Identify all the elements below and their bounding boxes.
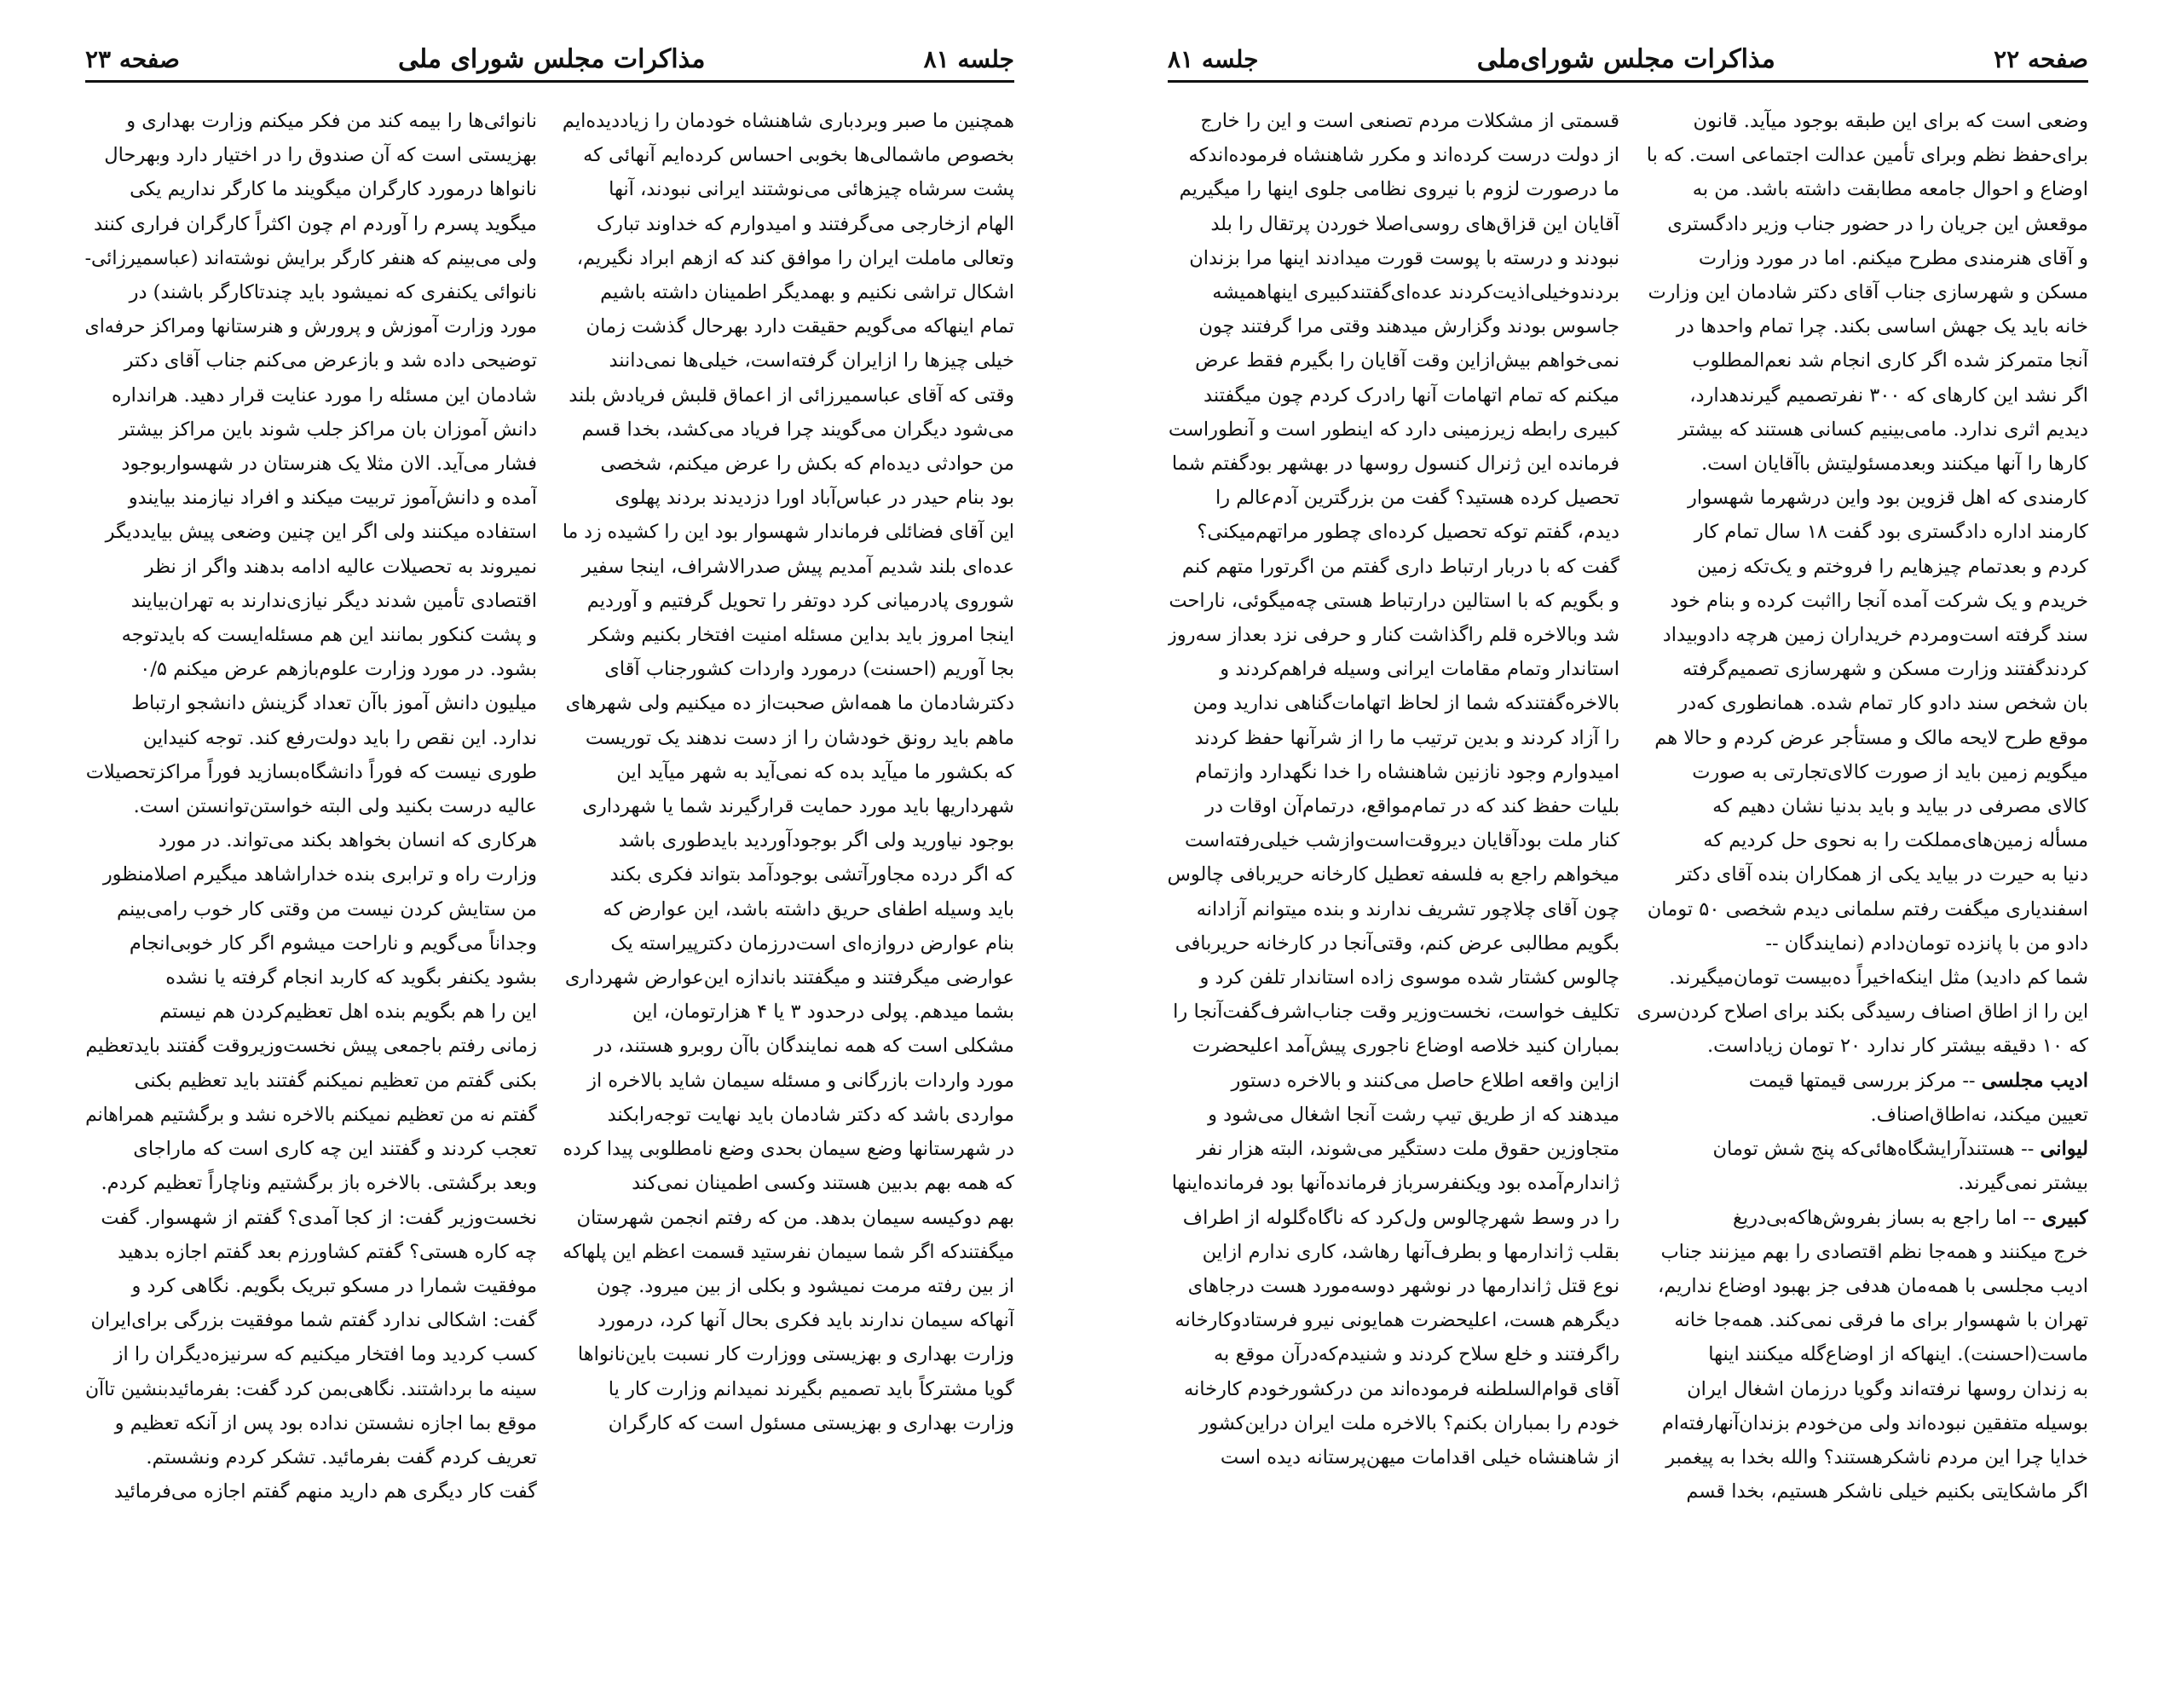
text-line: بهم دوکیسه سیمان بدهد. من که رفتم انجمن شهرستان — [576, 1206, 1014, 1229]
text-line: مورد وزارت آموزش و پرورش و هنرستانها ومراکز حرفه‌ای — [85, 315, 537, 338]
text-line: شد وبالاخره قلم راگذاشت کنار و حرفی نزد بعداز سه‌روز — [1168, 624, 1619, 647]
text-line: بیشتر نمی‌گیرند. — [1958, 1172, 2088, 1195]
text-line: بکنی گفتم من تعظیم نمیکنم گفتند باید تعظیم بکنی — [134, 1069, 537, 1092]
page-header — [85, 38, 1014, 83]
text-line: وزارت راه و ترابری بنده خداراشاهد میگیرم اصلامنظور — [102, 863, 537, 886]
text-line: وبعد برگشتی. بالاخره باز برگشتیم وناچاراً تعظیم کردم. — [101, 1172, 537, 1195]
text-line: من ستایش کردن نیست من وقتی کار خوب رامی‌بینم — [117, 897, 537, 920]
text-line: ادیب مجلسی -- مرکز بررسی قیمتها قیمت — [1748, 1069, 2088, 1092]
text-line: وزارت بهداری و بهزیستی مسئول است که کارگران — [608, 1411, 1014, 1434]
text-line: اشکال تراشی نکنیم و بهمدیگر اطمینان داشته باشیم — [600, 281, 1014, 304]
text-line: بهزیستی است که آن صندوق را در اختیار دارد وبهرحال — [104, 144, 537, 167]
text-line: که همه بهم بدبین هستند وکسی اطمینان نمی‌کند — [632, 1172, 1014, 1195]
page-number: صفحه ۲۲ — [1994, 44, 2088, 73]
text-line: کالای مصرفی در بیاید و باید بدنیا نشان دهیم که — [1712, 795, 2088, 818]
text-line: ما درصورت لزوم با نیروی نظامی جلوی اینها را میگیریم — [1179, 178, 1619, 201]
text-line: آنهاکه سیمان ندارند باید فکری بحال آنها کرد، درمورد — [597, 1309, 1014, 1332]
text-line: کردندگفتند وزارت مسکن و شهرسازی تصمیم‌گرفته — [1682, 658, 2088, 681]
text-line: خریدم و یک شرکت آمده آنجا رااثبت کرده و بنام خود — [1670, 589, 2088, 612]
text-line: نوع قتل ژاندارمها در نوشهر دوسه‌مورد هست درجاهای — [1187, 1274, 1619, 1297]
text-line: مسأله زمین‌های‌مملکت را به نحوی حل کردیم که — [1703, 829, 2088, 852]
text-line: میدهند که از طریق تیپ رشت آنجا اشغال می‌شود و — [1208, 1103, 1619, 1126]
text-line: میگوید پسرم را آوردم ام چون اکثراً کارگران فراری کنند — [93, 212, 537, 235]
text-line: راگرفتند و خلع سلاح کردند و شنیدم‌که‌درآن موقع به — [1213, 1343, 1619, 1366]
text-line: نانواها درمورد کارگران میگویند ما کارگر نداریم یکی — [130, 178, 537, 201]
text-line: بشود یکنفر بگوید که کاربد انجام گرفته یا نشده — [165, 967, 537, 990]
text-line: تمام اینهاکه می‌گویم حقیقت دارد بهرحال گذشت زمان — [586, 315, 1014, 338]
text-line: خدایا چرا این مردم ناشکرهستند؟ والله بخدا به پیغمبر — [1665, 1445, 2088, 1469]
text-line: نخست‌وزیر گفت: از کجا آمدی؟ گفتم از شهسوار. گفت — [101, 1206, 537, 1229]
text-line: همچنین ما صبر وبردباری شاهنشاه خودمان را زیاددیده‌ایم — [563, 110, 1014, 132]
session-label: جلسه ۸۱ — [1168, 44, 1259, 73]
speaker-name: ادیب مجلسی — [1981, 1069, 2088, 1092]
text-line: را در وسط شهرچالوس ول‌کرد که ناگاه‌گلوله از اطراف — [1182, 1206, 1619, 1229]
text-line: دکترشادمان ما همه‌اش صحبت‌از ده میکنیم ولی شهرهای — [565, 692, 1014, 715]
text-line: شهرداریها باید مورد حمایت قرارگیرند شما یا شهرداری — [582, 795, 1014, 818]
text-line: ندارد. این نقص را باید دولت‌رفع کند. توجه کنیداین — [142, 726, 537, 749]
text-line: شما کم دادید) مثل اینکه‌اخیراً ده‌بیست تومان‌میگیرند. — [1669, 967, 2088, 990]
text-line: قسمتی از مشکلات مردم تصنعی است و این را خارج — [1200, 110, 1619, 132]
text-line: آنجا متمرکز شده اگر کاری انجام شد نعم‌المطلوب — [1692, 349, 2088, 372]
text-line: اسفندیاری میگفت رفتم سلمانی دیدم شخصی ۵۰ تومان — [1647, 897, 2088, 920]
text-line: موفقیت شمارا در مسکو تبریک بگویم. نگاهی کرد و — [131, 1274, 537, 1297]
text-line: آقایان این قزاق‌های روسی‌اصلا خوردن پرتقال را بلد — [1210, 212, 1619, 235]
text-line: کردم و بعدتمام چیزهایم را فروختم و یک‌تکه زمین — [1697, 555, 2088, 578]
text-column-right — [1636, 104, 2088, 1621]
text-line: میخواهم راجع به فلسفه تعطیل کارخانه حریربافی چالوس — [1168, 863, 1619, 886]
text-line: فرمانده این ژنرال کنسول روسها در بهشهر بودگفتم شما — [1171, 453, 1619, 476]
page-23 — [0, 0, 1048, 1708]
text-line: و بگویم که با استالین درارتباط هستی چه‌میگوئی، ناراحت — [1169, 589, 1619, 612]
running-title: مذاکرات مجلس شورای ملی — [398, 43, 706, 74]
text-line: این را از اطاق اصناف رسیدگی بکند برای اصلاح کردن‌سری — [1636, 1001, 2088, 1024]
text-line: وتعالی ماملت ایران را موافق کند که ازهم ابراد نگیریم، — [576, 246, 1014, 269]
text-line: از دولت درست کرده‌اند و مکرر شاهنشاه فرموده‌اندکه — [1188, 144, 1619, 167]
text-line: امیدوارم وجود نازنین شاهنشاه را خدا نگهدارد وازتمام — [1195, 760, 1619, 783]
text-line: ماست(احسنت). اینهاکه از اوضاع‌گله میکنند اینها — [1708, 1343, 2088, 1366]
text-line: کسب کردید وما افتخار میکنیم که سرنیزه‌دیگران را از — [113, 1343, 537, 1366]
text-line: مورد واردات بازرگانی و مسئله سیمان شاید بالاخره از — [587, 1069, 1014, 1092]
text-column-left — [1168, 104, 1619, 1621]
text-line: شادمان این مسئله را مورد عنایت قرار دهید. هرانداره — [112, 384, 537, 407]
text-line: الهام ازخارجی می‌گرفتند و امیدوارم که خداوند تبارک — [596, 212, 1014, 235]
text-line: وقتی که آقای عباسمیرزائی از اعماق قلبش فریادش بلند — [569, 384, 1014, 407]
text-line: عوارضی میگرفتند و میگفتند باندازه این‌عوارض شهرداری — [564, 967, 1014, 990]
text-line: که اگر درده مجاورآتشی بوجودآمد بتواند فکری بکند — [609, 863, 1014, 886]
text-line: وجداناً می‌گویم و ناراحت میشوم اگر کار خوبی‌انجام — [129, 932, 537, 955]
text-line: بردندوخیلی‌اذیت‌کردند عده‌ای‌گفتندکبیری اینهاهمیشه — [1212, 281, 1619, 304]
text-line: تعریف کردم گفت بفرمائید. تشکر کردم ونشستم. — [146, 1445, 537, 1469]
text-line: نمیروند به تحصیلات عالیه ادامه بدهند واگر از نظر — [144, 555, 537, 578]
text-line: بگویم مطالبی عرض کنم، وقتی‌آنجا در کارخانه حریربافی — [1175, 932, 1619, 955]
text-line: بود بنام حیدر در عباس‌آباد اورا دزدیدند بردند پهلوی — [615, 487, 1014, 510]
text-line: بشود. در مورد وزارت علوم‌بازهم عرض میکنم ۰/۵ — [140, 658, 537, 681]
speaker-name: لیوانی — [2040, 1138, 2088, 1161]
text-line: استاندار وتمام مقامات ایرانی وسیله فراهم‌کردند و — [1220, 658, 1619, 681]
text-line: بنام عوارض دروازه‌ای است‌درزمان دکترپیراسته یک — [610, 932, 1014, 955]
text-line: پشت سرشاه چیزهائی می‌نوشتند ایرانی نبودند، آنها — [609, 178, 1014, 201]
text-line: آمده و دانش‌آموز تربیت میکند و افراد نیازمند بیایندو — [128, 487, 537, 510]
text-line: خرج میکنند و همه‌جا نظم اقتصادی را بهم میزنند جناب — [1660, 1240, 2088, 1263]
text-line: این را هم بگویم بنده اهل تعظیم‌کردن هم نیستم — [159, 1001, 537, 1024]
text-line: می‌شود دیگران می‌گویند چرا فریاد می‌کشد، بخدا قسم — [581, 418, 1014, 441]
text-line: موقع بما اجازه نشستن نداده بود پس از آنکه تعظیم و — [114, 1411, 537, 1434]
text-line: خانه باید یک جهش اساسی بکند. چرا تمام واحدها در — [1676, 315, 2088, 338]
text-line: ولی می‌بینم که هنفر کارگر برایش نوشته‌اند (عباسمیرزائی- — [85, 246, 537, 269]
text-line: گفتم نه من تعظیم نمیکنم بالاخره نشد و برگشتیم همراهانم — [85, 1103, 537, 1126]
text-line: کارمندی که اهل قزوین بود واین درشهرما شهسوار — [1688, 487, 2088, 510]
text-line: مسکن و شهرسازی جناب آقای دکتر شادمان این وزارت — [1648, 281, 2088, 304]
text-line: گفت که با دربار ارتباط داری گفتم من اگرتورا متهم کنم — [1181, 555, 1619, 578]
text-line: آقای قوام‌السلطنه فرموده‌اند من درکشورخودم کارخانه — [1183, 1377, 1619, 1400]
text-line: توضیحی داده شد و بازعرض می‌کنم جناب آقای دکتر — [124, 349, 537, 372]
text-line: بقلب ژاندارمها و بطرف‌آنها رهاشد، کاری ندارم ازاین — [1202, 1240, 1619, 1263]
text-line: به زندان روسها نرفته‌اند وگویا درزمان اشغال ایران — [1687, 1377, 2088, 1400]
text-line: میگویم زمین باید از صورت کالای‌تجارتی به صورت — [1692, 760, 2088, 783]
text-line: را آزاد کردند و بدین ترتیب ما را از شرآنها حفظ کردند — [1194, 726, 1619, 749]
text-line: کبیری -- اما راجع به بساز بفروش‌هاکه‌بی‌دریغ — [1732, 1206, 2088, 1229]
text-line: بجا آوریم (احسنت) درمورد واردات کشورجناب آقای — [604, 658, 1014, 681]
session-label: جلسه ۸۱ — [923, 44, 1014, 73]
text-line: تکلیف خواست، نخست‌وزیر وقت جناب‌اشرف‌گفت‌آنجا را — [1173, 1001, 1619, 1024]
text-line: استفاده میکنند ولی اگر این چنین وضعی پیش بیایددیگر — [105, 521, 537, 544]
text-line: نمی‌خواهم بیش‌ازاین وقت آقایان را بگیرم فقط عرض — [1195, 349, 1619, 372]
text-line: میلیون دانش آموز باآن تعداد گزینش دانشجو ارتباط — [131, 692, 537, 715]
page-number: صفحه ۲۳ — [85, 44, 180, 73]
text-line: سند گرفته است‌ومردم خریداران زمین هرچه دادوبیداد — [1662, 624, 2088, 647]
text-line: جاسوس بودند وگزارش میدهند وقتی مرا گرفتند چون — [1198, 315, 1619, 338]
text-line: بان شخص سند دادو کار تمام شده. همانطوری که‌در — [1678, 692, 2088, 715]
text-line: دیدیم اثری ندارد. مامی‌بینیم کسانی هستند که بیشتر — [1678, 418, 2088, 441]
page-header — [1168, 38, 2088, 83]
text-line: مواردی باشد که دکتر شادمان باید نهایت توجه‌رابکند — [607, 1103, 1014, 1126]
text-column-left — [85, 104, 537, 1621]
text-line: بمباران کنید خلاصه اوضاع ناجوری پیش‌آمد اعلیحضرت — [1192, 1035, 1619, 1058]
text-line: باید وسیله اطفای حریق داشته باشد، این عوارض که — [603, 897, 1014, 920]
text-line: وزارت بهداری و بهزیستی ووزارت کار نسبت باین‌نانواها — [577, 1343, 1014, 1366]
text-line: زمانی رفتم باجمعی پیش نخست‌وزیروقت گفتند بایدتعظیم — [85, 1035, 537, 1058]
text-line: ازاین واقعه اطلاع حاصل می‌کنند و بالاخره دستور — [1231, 1069, 1619, 1092]
text-line: چون آقای چلاچور تشریف ندارند و بنده میتوانم آزادانه — [1196, 897, 1619, 920]
text-line: گویا مشترکاً باید تصمیم بگیرند نمیدانم وزارت کار یا — [608, 1377, 1014, 1400]
text-line: لیوانی -- هستند‌آرایشگاه‌هائی‌که پنج شش تومان — [1712, 1138, 2088, 1161]
text-line: موقع طرح لایحه مالک و مستأجر عرض کردم و حالا هم — [1654, 726, 2088, 749]
page-22 — [1134, 0, 2182, 1708]
text-line: عالیه درست بکنید ولی البته خواستن‌توانستن است. — [133, 795, 537, 818]
text-line: ژاندارم‌آمده بود ویکنفرسرباز فرمانده‌آنها بود فرمانده‌اینها — [1171, 1172, 1619, 1195]
text-line: سینه ما برداشتند. نگاهی‌بمن کرد گفت: بفرمائیدبنشین تاآن — [85, 1377, 537, 1400]
text-line: بالاخره‌گفتندکه شما از لحاظ اتهامات‌گناهی ندارید ومن — [1192, 692, 1619, 715]
text-line: تهران با شهسوار برای ما فرقی نمی‌کند. همه‌جا خانه — [1674, 1309, 2088, 1332]
text-line: دیگرهم هست، اعلیحضرت همایونی نیرو فرستادوکارخانه — [1175, 1309, 1619, 1332]
text-line: از شاهنشاه خیلی اقدامات میهن‌پرستانه دیده است — [1220, 1445, 1619, 1469]
text-line: اوضاع و احوال جامعه مطابقت داشته باشد. من به — [1692, 178, 2088, 201]
text-column-right — [563, 104, 1014, 1621]
text-line: نانوائی‌ها را بیمه کند من فکر میکنم وزارت بهداری و — [126, 110, 537, 132]
text-line: بوجود نیاورید ولی اگر بوجودآوردید بایدطوری باشد — [618, 829, 1014, 852]
text-line: وضعی است که برای این طبقه بوجود میآید. قانون — [1693, 110, 2088, 132]
text-line: بشما میدهم. پولی درحدود ۳ یا ۴ هزارتومان، این — [632, 1001, 1014, 1024]
text-line: اگر نشد این کارهای که ۳۰۰ نفرتصمیم گیرندهدارد، — [1689, 384, 2088, 407]
text-line: گفت کار دیگری هم دارید منهم گفتم اجازه می‌فرمائید — [113, 1480, 537, 1503]
text-line: تعیین میکند، نه‌اطاق‌اصناف. — [1870, 1103, 2088, 1126]
text-line: دادو من با پانزده تومان‌دادم (نمایندگان -- — [1765, 932, 2088, 955]
speaker-name: کبیری — [2041, 1206, 2088, 1229]
text-line: و پشت کنکور بمانند این هم مسئله‌ایست که بایدتوجه — [121, 624, 537, 647]
text-line: برای‌حفظ نظم وبرای تأمین عدالت اجتماعی است. که با — [1646, 144, 2088, 167]
text-line: خودم را بمباران بکنم؟ بالاخره ملت ایران دراین‌کشور — [1199, 1411, 1619, 1434]
text-line: خیلی چیزها را ازایران گرفته‌است، خیلی‌ها نمی‌دانند — [609, 349, 1014, 372]
text-line: اقتصادی تأمین شدند دیگر نیازی‌ندارند به تهران‌بیایند — [130, 589, 537, 612]
text-line: شوروی پادرمیانی کرد دوتفر را تحویل گرفتیم و آوردیم — [586, 589, 1014, 612]
text-line: ادیب مجلسی با همه‌مان هدفی جز بهبود اوضاع نداریم، — [1658, 1274, 2088, 1297]
text-line: دانش آموزان بان مراکز جلب شوند باین مراکز بیشتر — [118, 418, 537, 441]
text-line: میکنم که تمام اتهامات آنها رادرک کردم چون میگفتند — [1204, 384, 1619, 407]
text-line: نبودند و درسته با پوست قورت میدادند اینها مرا بزندان — [1189, 246, 1619, 269]
text-line: بوسیله متفقین نبوده‌اند ولی من‌خودم بزندان‌آنهارفته‌ام — [1661, 1411, 2088, 1434]
text-line: عده‌ای بلند شدیم آمدیم پیش صدرالاشراف، اینجا سفیر — [581, 555, 1014, 578]
text-line: تعجب کردند و گفتند این چه کاری است که ماراجای — [133, 1138, 537, 1161]
text-line: طوری نیست که فوراً دانشگاه‌بسازید فوراً مراکزتحصیلات — [85, 760, 537, 783]
text-line: ماهم باید رونق خودشان را از دست ندهند یک توریست — [585, 726, 1014, 749]
running-title: مذاکرات مجلس شورای‌ملی — [1476, 43, 1775, 74]
text-line: که ۱۰ دقیقه بیشتر کار ندارد ۲۰ تومان زیاداست. — [1706, 1035, 2088, 1058]
text-line: موقعش این جریان را در حضور جناب وزیر دادگستری — [1667, 212, 2088, 235]
text-line: این آقای فضائلی فرماندار شهسوار بود این را کشیده زد ما — [563, 521, 1014, 544]
text-line: فشار می‌آید. الان مثلا یک هنرستان در شهسواربوجود — [121, 453, 537, 476]
text-line: چه کاره هستی؟ گفتم کشاورزم بعد گفتم اجازه بدهید — [118, 1240, 537, 1263]
text-line: اینجا امروز باید بداین مسئله امنیت افتخار بکنیم وشکر — [588, 624, 1014, 647]
text-line: متجاوزین حقوق ملت دستگیر می‌شوند، البته هزار نفر — [1197, 1138, 1619, 1161]
text-line: کارها را آنها میکنند وبعدمسئولیتش باآقایان است. — [1701, 453, 2088, 476]
text-line: دیدم، گفتم توکه تحصیل کرده‌ای چطور مراتهم‌میکنی؟ — [1197, 521, 1619, 544]
text-line: اگر ماشکایتی بکنیم خیلی ناشکر هستیم، بخدا قسم — [1686, 1480, 2088, 1503]
text-line: کارمند اداره دادگستری بود گفت ۱۸ سال تمام کار — [1694, 521, 2088, 544]
text-line: تحصیل کرده هستید؟ گفت من بزرگترین آدم‌عالم را — [1215, 487, 1619, 510]
text-line: کنار ملت بودآقایان دیروقت‌است‌وازشب خیلی‌رفته‌است — [1185, 829, 1619, 852]
text-line: من حوادثی دیده‌ام که بکش را عرض میکنم، شخصی — [600, 453, 1014, 476]
text-line: از بین رفته مرمت نمیشود و بکلی از بین میرود. چون — [596, 1274, 1014, 1297]
text-line: هرکاری که انسان بخواهد بکند می‌تواند. در مورد — [158, 829, 537, 852]
text-line: دنیا به حیرت در بیاید یکی از همکاران بنده آقای دکتر — [1676, 863, 2088, 886]
text-line: گفت: اشکالی ندارد گفتم شما موفقیت بزرگی برای‌ایران — [90, 1309, 537, 1332]
text-line: میگفتندکه اگر شما سیمان نفرستید قسمت اعظم این پلهاکه — [563, 1240, 1014, 1263]
text-line: در شهرستانها وضع سیمان بحدی وضع نامطلوبی پیدا کرده — [563, 1138, 1014, 1161]
text-line: مشکلی است که همه نمایندگان باآن روبرو هستند، در — [594, 1035, 1014, 1058]
text-line: بخصوص ماشمالی‌ها بخوبی احساس کرده‌ایم آنهائی که — [583, 144, 1014, 167]
text-line: نانوائی یکنفری که نمیشود باید چندتاکارگر باشند) در — [129, 281, 537, 304]
text-line: و آقای هنرمندی مطرح میکنم. اما در مورد وزارت — [1698, 246, 2088, 269]
text-line: بلیات حفظ کند که در تمام‌مواقع، درتمام‌آن اوقات در — [1205, 795, 1619, 818]
text-line: که بکشور ما میآید بده که نمی‌آید به شهر میآید این — [616, 760, 1014, 783]
text-line: کبیری رابطه زیرزمینی دارد که اینطور است و آنطوراست — [1168, 418, 1619, 441]
text-line: چالوس کشتار شده موسوی زاده استاندار تلفن کرد و — [1199, 967, 1619, 990]
